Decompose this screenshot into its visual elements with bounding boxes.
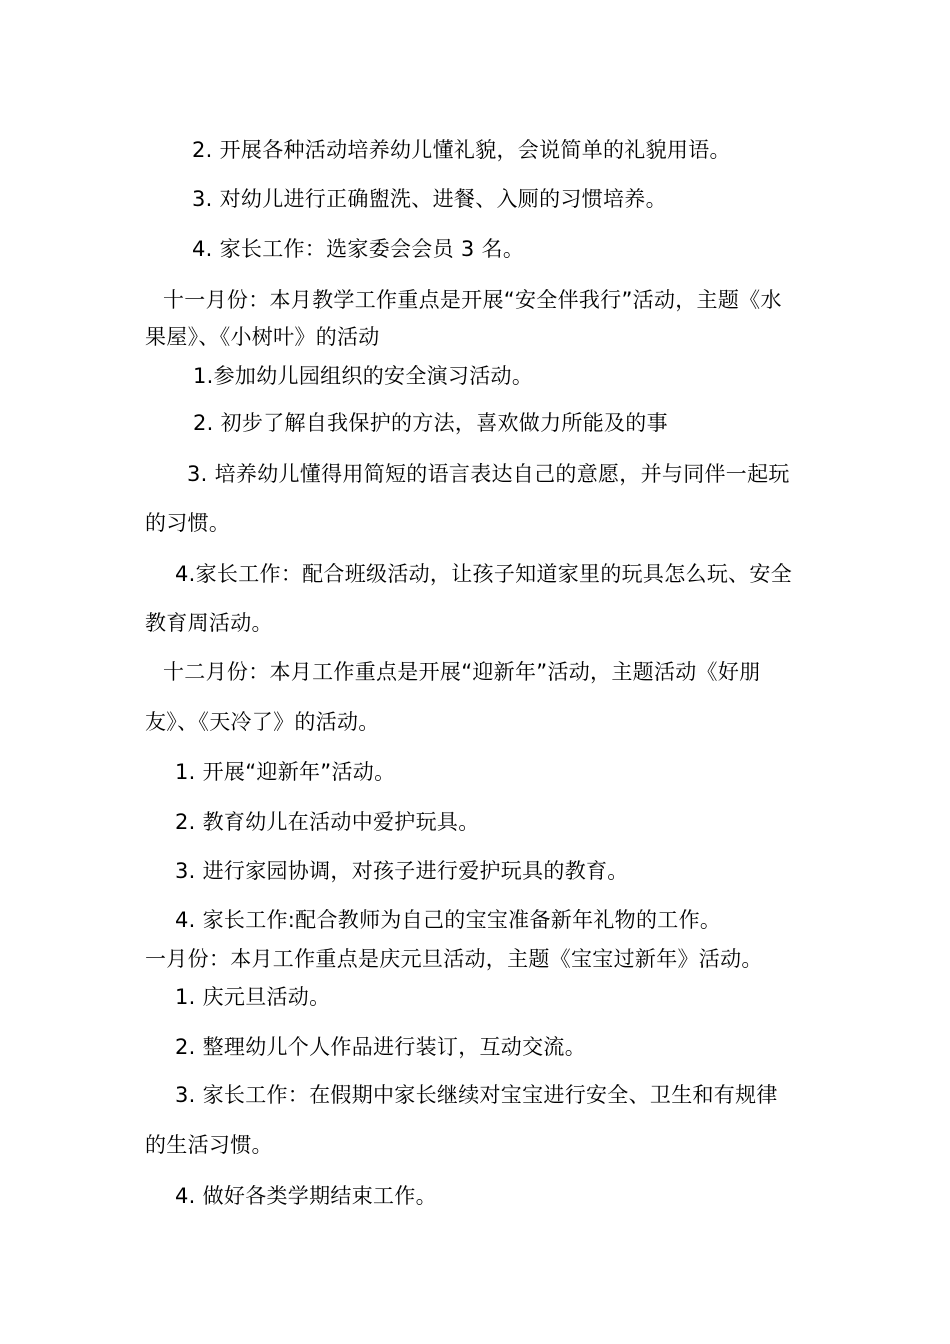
- item-oct-4: 4. 家长工作：选家委会会员 3 名。: [192, 237, 525, 261]
- item-nov-2: 2. 初步了解自我保护的方法，喜欢做力所能及的事: [193, 411, 668, 435]
- item-jan-1: 1. 庆元旦活动。: [175, 985, 331, 1009]
- november-heading-line-1: 十一月份：本月教学工作重点是开展“安全伴我行”活动，主题《水: [163, 288, 782, 312]
- november-heading-line-2: 果屋》、《小树叶》的活动: [145, 325, 380, 349]
- december-heading-line-1: 十二月份：本月工作重点是开展“迎新年”活动，主题活动《好朋: [163, 660, 761, 684]
- item-nov-4-line-1: 4.家长工作：配合班级活动，让孩子知道家里的玩具怎么玩、安全: [175, 562, 793, 586]
- item-dec-4: 4. 家长工作:配合教师为自己的宝宝准备新年礼物的工作。: [175, 908, 722, 932]
- item-nov-3-line-1: 3. 培养幼儿懂得用简短的语言表达自己的意愿，并与同伴一起玩: [187, 462, 790, 486]
- item-nov-4-line-2: 教育周活动。: [145, 611, 273, 635]
- item-dec-1: 1. 开展“迎新年”活动。: [175, 760, 396, 784]
- item-jan-2: 2. 整理幼儿个人作品进行装订，互动交流。: [175, 1035, 587, 1059]
- item-nov-3-line-2: 的习惯。: [145, 511, 231, 535]
- item-dec-2: 2. 教育幼儿在活动中爱护玩具。: [175, 810, 480, 834]
- item-oct-2: 2. 开展各种活动培养幼儿懂礼貌，会说简单的礼貌用语。: [192, 138, 731, 162]
- december-heading-line-2: 友》、《天冷了》的活动。: [145, 710, 380, 734]
- item-jan-3-line-1: 3. 家长工作：在假期中家长继续对宝宝进行安全、卫生和有规律: [175, 1083, 778, 1107]
- item-jan-4: 4. 做好各类学期结束工作。: [175, 1184, 437, 1208]
- item-nov-1: 1.参加幼儿园组织的安全演习活动。: [193, 364, 534, 388]
- item-dec-3: 3. 进行家园协调，对孩子进行爱护玩具的教育。: [175, 859, 629, 883]
- item-oct-3: 3. 对幼儿进行正确盥洗、进餐、入厕的习惯培养。: [192, 187, 667, 211]
- item-jan-3-line-2: 的生活习惯。: [145, 1133, 273, 1157]
- january-heading: 一月份：本月工作重点是庆元旦活动，主题《宝宝过新年》活动。: [145, 947, 763, 971]
